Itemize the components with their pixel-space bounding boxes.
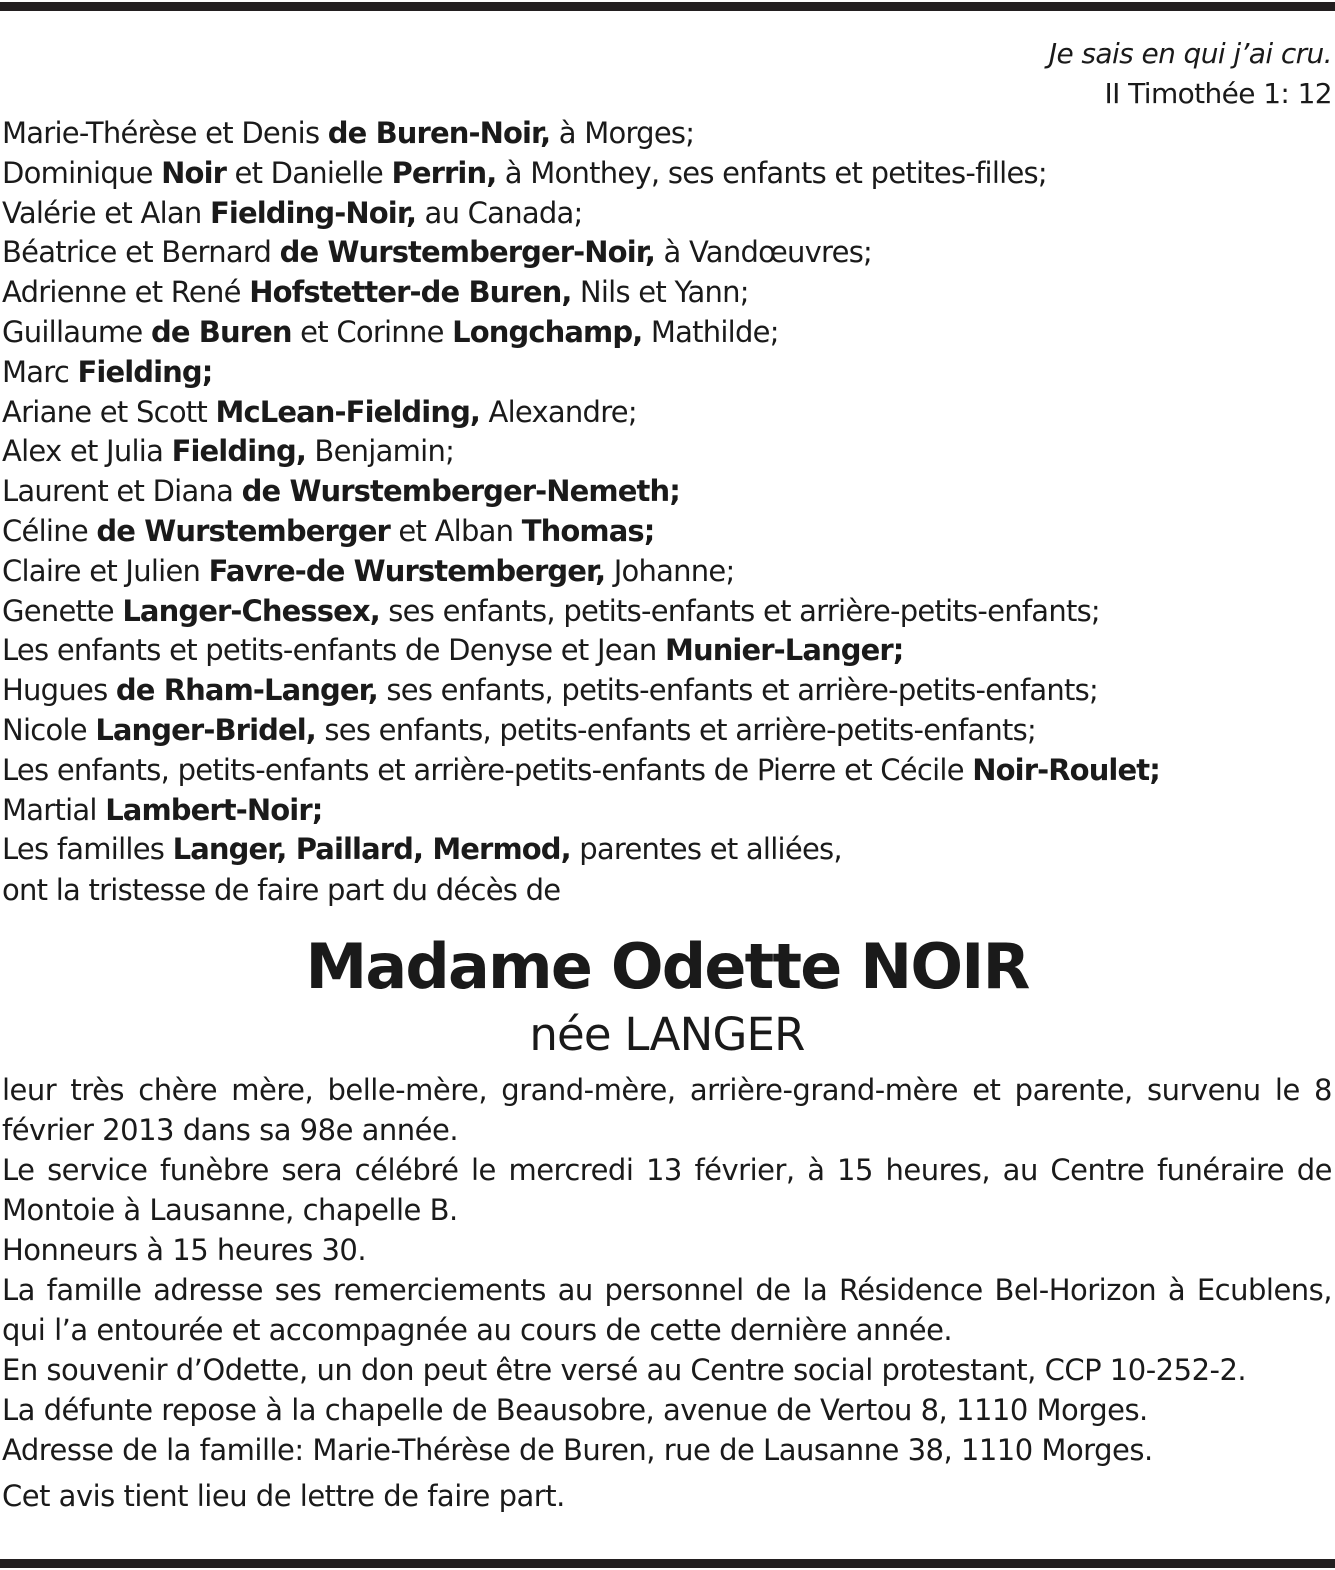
family-line bbox=[2, 791, 1332, 831]
family-text: et Alban bbox=[389, 513, 522, 548]
epigraph-quote: Je sais en qui j’ai cru. bbox=[1048, 37, 1332, 70]
family-text: et Danielle bbox=[226, 155, 392, 190]
family-line bbox=[2, 631, 1332, 671]
thanks-paragraph: La famille adresse ses remerciements au personnel de la Résidence Bel-Horizon à Ecublens, qui l’a entourée et accompagnée au cours de cette dernière année. bbox=[2, 1273, 1332, 1348]
service-paragraph: Le service funèbre sera célébré le mercredi 13 février, à 15 heures, au Centre funéraire de Montoie à Lausanne, chapelle B. bbox=[2, 1153, 1332, 1228]
family-line bbox=[2, 114, 1332, 154]
family-line bbox=[2, 592, 1332, 632]
family-name-bold: Noir bbox=[161, 155, 227, 190]
family-text: Hugues bbox=[2, 673, 116, 708]
family-text: Johanne; bbox=[605, 553, 735, 588]
deceased-maiden-name: née LANGER bbox=[529, 1008, 805, 1062]
family-name-bold: Fielding; bbox=[77, 354, 213, 389]
family-address-paragraph: Adresse de la famille: Marie-Thérèse de Buren, rue de Lausanne 38, 1110 Morges. bbox=[2, 1433, 1153, 1468]
closing-note: Cet avis tient lieu de lettre de faire part. bbox=[2, 1479, 565, 1514]
family-text: Marie-Thérèse et Denis bbox=[2, 116, 328, 150]
bottom-rule bbox=[0, 1559, 1335, 1568]
family-text: Alex et Julia bbox=[2, 434, 172, 469]
family-name-bold: de Wurstemberger-Noir, bbox=[279, 235, 655, 270]
family-text: Nils et Yann; bbox=[571, 275, 749, 310]
family-text: Nicole bbox=[2, 712, 96, 747]
family-text: Marc bbox=[2, 354, 78, 389]
family-text: Mathilde; bbox=[642, 314, 779, 349]
family-text: ses enfants, petits-enfants et arrière-petits-enfants; bbox=[315, 712, 1037, 747]
family-name-bold: Perrin, bbox=[391, 155, 497, 190]
epigraph bbox=[2, 34, 1332, 114]
family-line bbox=[2, 273, 1332, 313]
family-line bbox=[2, 154, 1332, 194]
family-line bbox=[2, 233, 1332, 273]
announcement-intro: ont la tristesse de faire part du décès de bbox=[2, 873, 561, 908]
repose-paragraph: La défunte repose à la chapelle de Beausobre, avenue de Vertou 8, 1110 Morges. bbox=[2, 1393, 1148, 1428]
family-line bbox=[2, 393, 1332, 433]
family-text: Les enfants et petits-enfants de Denyse et Jean bbox=[2, 633, 665, 668]
family-line bbox=[2, 671, 1332, 711]
family-name-bold: de Rham-Langer, bbox=[115, 673, 378, 708]
honours-paragraph: Honneurs à 15 heures 30. bbox=[2, 1233, 367, 1268]
family-line bbox=[2, 353, 1332, 393]
family-text: Alexandre; bbox=[480, 394, 637, 429]
family-text: Ariane et Scott bbox=[2, 394, 216, 429]
family-text: ses enfants, petits-enfants et arrière-petits-enfants; bbox=[377, 673, 1099, 708]
family-line bbox=[2, 432, 1332, 472]
family-name-bold: de Buren bbox=[150, 314, 292, 349]
top-rule bbox=[0, 2, 1335, 11]
family-name-bold: Thomas; bbox=[521, 513, 655, 548]
family-name-bold: Favre-de Wurstemberger, bbox=[208, 553, 606, 588]
family-text: Béatrice et Bernard bbox=[2, 235, 280, 270]
family-text: à Morges; bbox=[550, 116, 695, 150]
family-text: parentes et alliées, bbox=[570, 832, 842, 867]
family-name-bold: Fielding, bbox=[171, 434, 306, 469]
family-text: Genette bbox=[2, 593, 123, 628]
family-text: Benjamin; bbox=[305, 434, 455, 469]
family-text: ses enfants, petits-enfants et arrière-petits-enfants; bbox=[379, 593, 1100, 628]
family-line bbox=[2, 313, 1332, 353]
family-text: Guillaume bbox=[2, 314, 151, 349]
family-list bbox=[2, 114, 1332, 870]
family-name-bold: Munier-Langer; bbox=[664, 633, 904, 668]
family-line bbox=[2, 711, 1332, 751]
family-text: et Corinne bbox=[291, 314, 453, 349]
family-text: Adrienne et René bbox=[2, 275, 250, 310]
family-name-bold: Langer-Chessex, bbox=[122, 593, 380, 628]
family-text: Valérie et Alan bbox=[2, 195, 210, 230]
donation-paragraph: En souvenir d’Odette, un don peut être versé au Centre social protestant, CCP 10-252-2. bbox=[2, 1353, 1247, 1388]
family-text: Les familles bbox=[2, 832, 173, 867]
family-text: Laurent et Diana bbox=[2, 474, 242, 509]
family-line bbox=[2, 512, 1332, 552]
family-text: à Monthey, ses enfants et petites-filles; bbox=[496, 155, 1047, 190]
obituary-notice bbox=[2, 34, 1332, 1516]
family-name-bold: Longchamp, bbox=[452, 314, 643, 349]
family-name-bold: Langer-Bridel, bbox=[95, 712, 316, 747]
family-text: Dominique bbox=[2, 155, 162, 190]
family-name-bold: de Wurstemberger-Nemeth; bbox=[241, 474, 680, 509]
deceased-name: Madame Odette NOIR bbox=[305, 930, 1029, 1004]
family-text: au Canada; bbox=[416, 195, 583, 230]
family-name-bold: de Buren-Noir, bbox=[327, 116, 551, 150]
family-text: Les enfants, petits-enfants et arrière-petits-enfants de Pierre et Cécile bbox=[2, 752, 973, 787]
family-line bbox=[2, 552, 1332, 592]
family-name-bold: McLean-Fielding, bbox=[215, 394, 481, 429]
family-name-bold: de Wurstemberger bbox=[96, 513, 390, 548]
epigraph-reference: II Timothée 1: 12 bbox=[1104, 77, 1332, 110]
relation-paragraph: leur très chère mère, belle-mère, grand-mère, arrière-grand-mère et parente, survenu le 8 février 2013 dans sa 98e année. bbox=[2, 1073, 1332, 1148]
family-name-bold: Fielding-Noir, bbox=[210, 195, 417, 230]
family-text: Céline bbox=[2, 513, 97, 548]
family-name-bold: Lambert-Noir; bbox=[105, 792, 323, 827]
family-name-bold: Langer, Paillard, Mermod, bbox=[172, 832, 571, 867]
family-line bbox=[2, 472, 1332, 512]
family-line bbox=[2, 194, 1332, 234]
family-name-bold: Hofstetter-de Buren, bbox=[249, 275, 572, 310]
family-text: à Vandœuvres; bbox=[655, 235, 873, 270]
family-line bbox=[2, 830, 1332, 870]
family-name-bold: Noir-Roulet; bbox=[972, 752, 1160, 787]
family-line bbox=[2, 751, 1332, 791]
family-text: Martial bbox=[2, 792, 106, 827]
family-text: Claire et Julien bbox=[2, 553, 209, 588]
